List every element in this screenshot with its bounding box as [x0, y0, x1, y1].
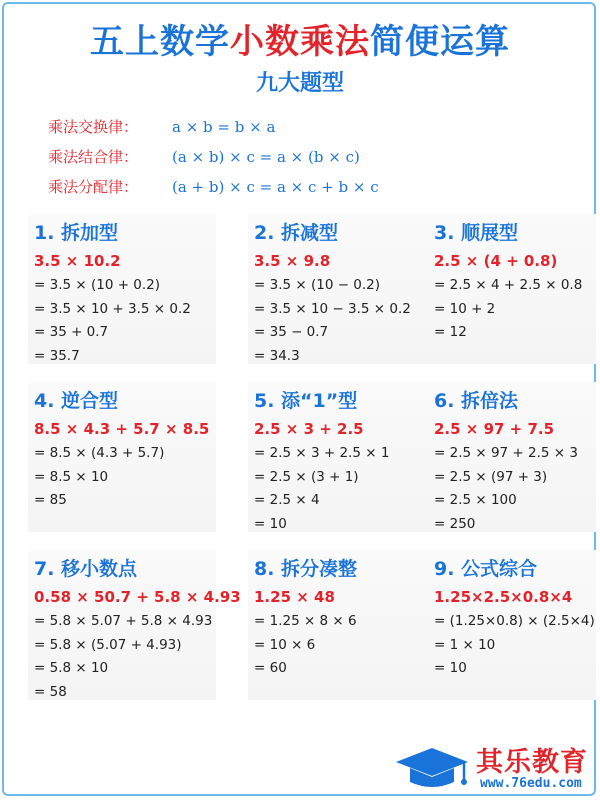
card-step: = 12: [434, 324, 467, 340]
card-step: = 2.5 × 3 + 2.5 × 1: [254, 445, 390, 461]
card-2: [248, 214, 436, 364]
card-step: = 10 × 6: [254, 636, 316, 653]
card-problem: 8.5 × 4.3 + 5.7 × 8.5: [34, 420, 210, 438]
card-step: = 8.5 × (4.3 + 5.7): [34, 445, 165, 461]
card-1: [28, 214, 216, 364]
card-step: = 2.5 × 4 + 2.5 × 0.8: [434, 277, 583, 293]
card-step: = 250: [434, 515, 476, 532]
card-step: = 2.5 × (3 + 1): [254, 468, 359, 485]
card-step: = 34.3: [254, 347, 300, 364]
card-title: 8. 拆分凑整: [254, 558, 358, 580]
law-formula: a × b = b × a: [172, 118, 276, 136]
card-title: 5. 添“1”型: [254, 390, 358, 412]
card-problem: 1.25 × 48: [254, 588, 335, 606]
page-title: [0, 14, 600, 63]
brand-url: www.76edu.com: [480, 776, 582, 791]
card-title: 7. 移小数点: [34, 558, 138, 580]
card-step: = 10 + 2: [434, 300, 496, 317]
card-step: = 35 − 0.7: [254, 324, 329, 340]
card-8: [248, 550, 436, 700]
law-associative: [48, 146, 379, 176]
card-title: 6. 拆倍法: [434, 390, 519, 412]
card-step: = 1.25 × 8 × 6: [254, 613, 357, 629]
card-title: 4. 逆合型: [34, 390, 119, 412]
card-step: = 2.5 × 100: [434, 492, 517, 508]
card-step: = 3.5 × (10 + 0.2): [34, 277, 161, 293]
page-subtitle: 九大题型: [255, 71, 344, 96]
card-step: = (1.25×0.8) × (2.5×4): [434, 613, 595, 629]
card-step: = 1 × 10: [434, 636, 496, 653]
card-step: = 5.8 × 5.07 + 5.8 × 4.93: [34, 613, 213, 629]
card-step: = 60: [254, 660, 287, 676]
card-title: 1. 拆加型: [34, 222, 119, 244]
card-problem: 3.5 × 9.8: [254, 252, 331, 270]
card-step: = 3.5 × 10 − 3.5 × 0.2: [254, 300, 411, 317]
card-problem: 2.5 × (4 + 0.8): [434, 252, 558, 270]
card-step: = 35 + 0.7: [34, 324, 109, 340]
card-problem: 2.5 × 3 + 2.5: [254, 420, 364, 438]
card-problem: 1.25×2.5×0.8×4: [434, 588, 573, 606]
card-step: = 2.5 × 4: [254, 492, 320, 508]
brand-name: 其乐教育: [476, 747, 588, 778]
card-5: [248, 382, 436, 532]
card-title: 3. 顺展型: [434, 222, 519, 244]
card-7: [28, 550, 241, 700]
card-title: 9. 公式综合: [434, 558, 538, 580]
card-step: = 10: [434, 660, 467, 676]
card-title: 2. 拆减型: [254, 222, 339, 244]
card-step: = 5.8 × 10: [34, 660, 109, 676]
title-part-3: 简便运算: [370, 22, 510, 62]
card-6: [428, 382, 596, 532]
law-commutative: [48, 116, 379, 146]
card-step: = 35.7: [34, 347, 80, 364]
card-step: = 2.5 × (97 + 3): [434, 468, 548, 485]
law-name: 乘法交换律：: [48, 118, 139, 136]
card-problem: 0.58 × 50.7 + 5.8 × 4.93: [34, 588, 241, 606]
title-part-2: 小数乘法: [230, 22, 370, 62]
card-problem: 2.5 × 97 + 7.5: [434, 420, 555, 438]
card-problem: 3.5 × 10.2: [34, 252, 121, 270]
card-9: [428, 550, 596, 700]
card-step: = 85: [34, 492, 67, 508]
card-step: = 5.8 × (5.07 + 4.93): [34, 636, 182, 653]
laws-list: [48, 116, 379, 206]
card-step: = 2.5 × 97 + 2.5 × 3: [434, 445, 578, 461]
card-step: = 58: [34, 683, 67, 700]
law-name: 乘法分配律：: [48, 178, 139, 196]
card-3: [428, 214, 596, 364]
law-formula: (a + b) × c = a × c + b × c: [172, 178, 379, 196]
card-step: = 10: [254, 515, 287, 532]
title-part-1: 五上数学: [90, 22, 230, 62]
card-4: [28, 382, 216, 532]
law-distributive: [48, 176, 379, 206]
law-formula: (a × b) × c = a × (b × c): [172, 148, 360, 166]
card-step: = 3.5 × 10 + 3.5 × 0.2: [34, 300, 191, 317]
law-name: 乘法结合律：: [48, 148, 139, 166]
card-step: = 3.5 × (10 − 0.2): [254, 277, 381, 293]
card-step: = 8.5 × 10: [34, 468, 109, 485]
